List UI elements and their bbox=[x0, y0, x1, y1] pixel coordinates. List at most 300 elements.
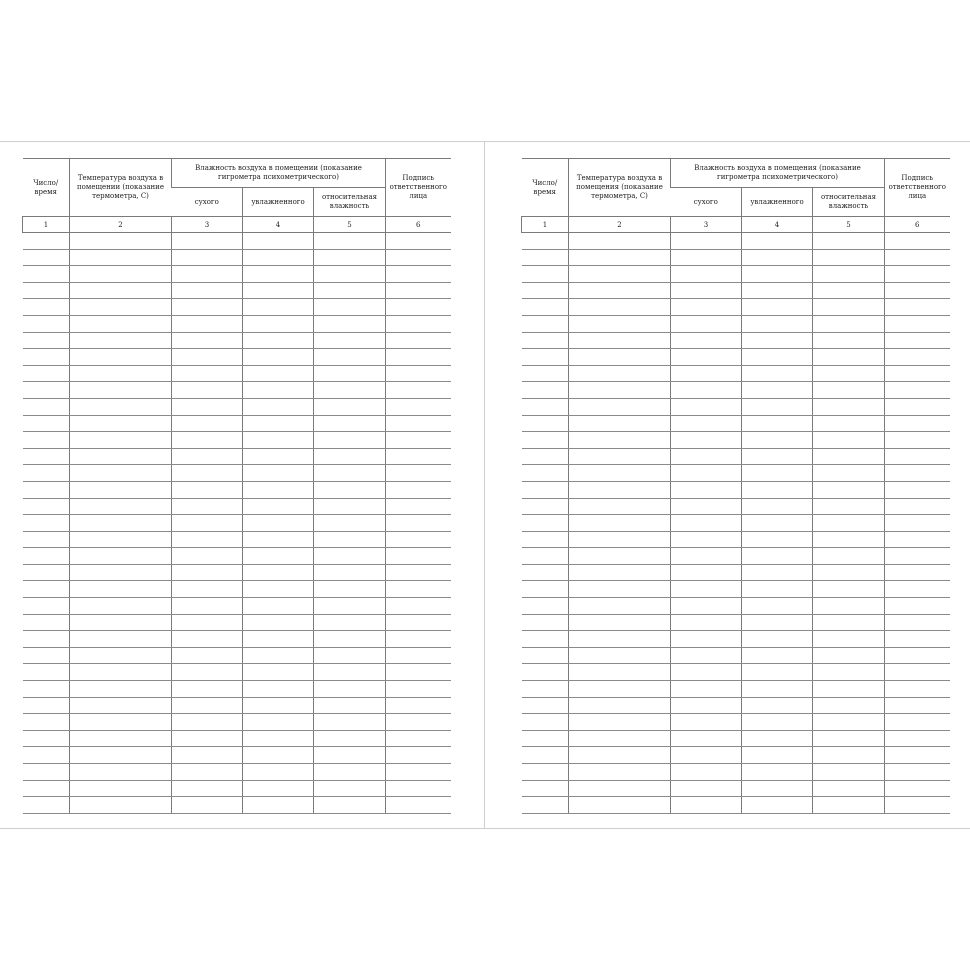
blank-entry-cell bbox=[885, 349, 950, 366]
blank-entry-cell bbox=[813, 614, 885, 631]
blank-entry-cell bbox=[569, 282, 671, 299]
blank-entry-cell bbox=[172, 531, 243, 548]
blank-entry-cell bbox=[742, 481, 813, 498]
blank-entry-cell bbox=[23, 349, 70, 366]
blank-entry-cell bbox=[243, 365, 314, 382]
column-number: 4 bbox=[243, 217, 314, 233]
blank-entry-cell bbox=[742, 548, 813, 565]
blank-entry-cell bbox=[23, 564, 70, 581]
blank-entry-cell bbox=[885, 548, 950, 565]
blank-entry-cell bbox=[386, 299, 451, 316]
blank-entry-cell bbox=[885, 747, 950, 764]
blank-entry-cell bbox=[671, 315, 742, 332]
blank-entry-cell bbox=[671, 249, 742, 266]
blank-entry-cell bbox=[671, 448, 742, 465]
blank-entry-cell bbox=[569, 647, 671, 664]
blank-entry-cell bbox=[172, 747, 243, 764]
blank-entry-cell bbox=[243, 332, 314, 349]
table-row bbox=[522, 631, 950, 648]
table-row bbox=[23, 681, 451, 698]
blank-entry-cell bbox=[671, 747, 742, 764]
blank-entry-cell bbox=[314, 747, 386, 764]
blank-entry-cell bbox=[885, 614, 950, 631]
column-number: 2 bbox=[569, 217, 671, 233]
blank-entry-cell bbox=[569, 664, 671, 681]
blank-entry-cell bbox=[243, 780, 314, 797]
blank-entry-cell bbox=[314, 647, 386, 664]
blank-entry-cell bbox=[742, 415, 813, 432]
header-wet: увлажненного bbox=[742, 188, 813, 217]
blank-entry-cell bbox=[243, 681, 314, 698]
blank-entry-cell bbox=[70, 681, 172, 698]
blank-entry-cell bbox=[522, 531, 569, 548]
blank-entry-cell bbox=[671, 780, 742, 797]
blank-entry-cell bbox=[569, 448, 671, 465]
blank-entry-cell bbox=[742, 448, 813, 465]
blank-entry-cell bbox=[522, 614, 569, 631]
blank-entry-cell bbox=[23, 614, 70, 631]
blank-entry-cell bbox=[813, 415, 885, 432]
blank-entry-cell bbox=[522, 481, 569, 498]
blank-entry-cell bbox=[569, 681, 671, 698]
blank-entry-cell bbox=[813, 647, 885, 664]
blank-entry-cell bbox=[172, 780, 243, 797]
blank-entry-cell bbox=[172, 697, 243, 714]
blank-entry-cell bbox=[386, 664, 451, 681]
table-row bbox=[522, 382, 950, 399]
blank-entry-cell bbox=[522, 233, 569, 250]
blank-entry-cell bbox=[569, 515, 671, 532]
blank-entry-cell bbox=[70, 448, 172, 465]
blank-entry-cell bbox=[742, 730, 813, 747]
table-row bbox=[522, 365, 950, 382]
blank-entry-cell bbox=[569, 233, 671, 250]
blank-entry-cell bbox=[671, 415, 742, 432]
blank-entry-cell bbox=[314, 598, 386, 615]
blank-entry-cell bbox=[314, 365, 386, 382]
blank-entry-cell bbox=[243, 764, 314, 781]
blank-entry-cell bbox=[70, 465, 172, 482]
blank-entry-cell bbox=[885, 780, 950, 797]
blank-entry-cell bbox=[23, 299, 70, 316]
blank-entry-cell bbox=[70, 664, 172, 681]
blank-entry-cell bbox=[23, 681, 70, 698]
blank-entry-cell bbox=[742, 365, 813, 382]
blank-entry-cell bbox=[243, 581, 314, 598]
blank-entry-cell bbox=[671, 299, 742, 316]
blank-entry-cell bbox=[885, 681, 950, 698]
blank-entry-cell bbox=[386, 415, 451, 432]
blank-entry-cell bbox=[23, 481, 70, 498]
blank-entry-cell bbox=[522, 448, 569, 465]
blank-entry-cell bbox=[671, 233, 742, 250]
blank-entry-cell bbox=[386, 249, 451, 266]
blank-entry-cell bbox=[314, 548, 386, 565]
blank-entry-cell bbox=[23, 764, 70, 781]
blank-entry-cell bbox=[885, 730, 950, 747]
header-temperature: Температура воздуха в помещении (показание термометра, С) bbox=[70, 159, 172, 217]
header-date-time: Число/ время bbox=[23, 159, 70, 217]
blank-entry-cell bbox=[885, 515, 950, 532]
blank-entry-cell bbox=[386, 332, 451, 349]
blank-entry-cell bbox=[386, 631, 451, 648]
blank-entry-cell bbox=[23, 797, 70, 814]
blank-entry-cell bbox=[172, 548, 243, 565]
table-row bbox=[23, 249, 451, 266]
blank-entry-cell bbox=[742, 564, 813, 581]
blank-entry-cell bbox=[243, 266, 314, 283]
blank-entry-cell bbox=[243, 697, 314, 714]
blank-entry-cell bbox=[813, 548, 885, 565]
header-signature: Подпись ответственного лица bbox=[885, 159, 950, 217]
blank-entry-cell bbox=[243, 631, 314, 648]
blank-entry-cell bbox=[23, 647, 70, 664]
blank-entry-cell bbox=[386, 282, 451, 299]
blank-entry-cell bbox=[386, 780, 451, 797]
blank-entry-cell bbox=[386, 697, 451, 714]
blank-entry-cell bbox=[569, 531, 671, 548]
table-row bbox=[522, 797, 950, 814]
blank-entry-cell bbox=[386, 266, 451, 283]
table-row bbox=[522, 681, 950, 698]
blank-entry-cell bbox=[522, 349, 569, 366]
blank-entry-cell bbox=[671, 598, 742, 615]
blank-entry-cell bbox=[813, 730, 885, 747]
table-row bbox=[23, 432, 451, 449]
blank-entry-cell bbox=[172, 465, 243, 482]
blank-entry-cell bbox=[671, 481, 742, 498]
blank-entry-cell bbox=[885, 282, 950, 299]
blank-entry-cell bbox=[742, 349, 813, 366]
blank-entry-cell bbox=[314, 432, 386, 449]
table-row bbox=[23, 299, 451, 316]
blank-entry-cell bbox=[386, 515, 451, 532]
table-row bbox=[522, 398, 950, 415]
blank-entry-cell bbox=[742, 614, 813, 631]
blank-entry-cell bbox=[172, 581, 243, 598]
table-row bbox=[522, 581, 950, 598]
blank-entry-cell bbox=[522, 266, 569, 283]
blank-entry-cell bbox=[243, 664, 314, 681]
blank-entry-cell bbox=[23, 631, 70, 648]
blank-entry-cell bbox=[569, 598, 671, 615]
blank-entry-cell bbox=[243, 315, 314, 332]
blank-entry-cell bbox=[569, 548, 671, 565]
blank-entry-cell bbox=[314, 481, 386, 498]
blank-entry-cell bbox=[23, 531, 70, 548]
blank-entry-cell bbox=[742, 797, 813, 814]
blank-entry-cell bbox=[23, 598, 70, 615]
blank-entry-cell bbox=[70, 481, 172, 498]
blank-entry-cell bbox=[813, 481, 885, 498]
blank-entry-cell bbox=[813, 697, 885, 714]
blank-entry-cell bbox=[813, 249, 885, 266]
blank-entry-cell bbox=[386, 797, 451, 814]
blank-entry-cell bbox=[314, 564, 386, 581]
blank-entry-cell bbox=[522, 697, 569, 714]
table-row bbox=[23, 365, 451, 382]
table-row bbox=[522, 531, 950, 548]
blank-entry-cell bbox=[386, 432, 451, 449]
blank-entry-cell bbox=[813, 564, 885, 581]
blank-entry-cell bbox=[314, 498, 386, 515]
blank-entry-cell bbox=[569, 730, 671, 747]
header-relative-humidity: относительная влажность bbox=[813, 188, 885, 217]
table-row bbox=[23, 647, 451, 664]
blank-entry-cell bbox=[243, 730, 314, 747]
blank-entry-cell bbox=[522, 548, 569, 565]
header-wet: увлажненного bbox=[243, 188, 314, 217]
blank-entry-cell bbox=[314, 614, 386, 631]
blank-entry-cell bbox=[742, 780, 813, 797]
blank-entry-cell bbox=[23, 266, 70, 283]
blank-entry-cell bbox=[885, 249, 950, 266]
blank-entry-cell bbox=[671, 714, 742, 731]
blank-entry-cell bbox=[386, 598, 451, 615]
blank-entry-cell bbox=[671, 332, 742, 349]
blank-entry-cell bbox=[813, 747, 885, 764]
blank-entry-cell bbox=[23, 365, 70, 382]
blank-entry-cell bbox=[314, 398, 386, 415]
blank-entry-cell bbox=[314, 249, 386, 266]
blank-entry-cell bbox=[742, 664, 813, 681]
blank-entry-cell bbox=[569, 581, 671, 598]
table-row bbox=[23, 266, 451, 283]
blank-entry-cell bbox=[386, 498, 451, 515]
column-number: 6 bbox=[386, 217, 451, 233]
column-number: 4 bbox=[742, 217, 813, 233]
blank-entry-cell bbox=[522, 780, 569, 797]
table-row bbox=[522, 249, 950, 266]
table-row bbox=[23, 764, 451, 781]
blank-entry-cell bbox=[522, 664, 569, 681]
blank-entry-cell bbox=[813, 681, 885, 698]
blank-entry-cell bbox=[522, 747, 569, 764]
blank-entry-cell bbox=[386, 581, 451, 598]
blank-entry-cell bbox=[742, 315, 813, 332]
blank-entry-cell bbox=[522, 730, 569, 747]
blank-entry-cell bbox=[885, 448, 950, 465]
blank-entry-cell bbox=[23, 581, 70, 598]
blank-entry-cell bbox=[314, 714, 386, 731]
blank-entry-cell bbox=[569, 764, 671, 781]
blank-entry-cell bbox=[23, 465, 70, 482]
blank-entry-cell bbox=[243, 647, 314, 664]
table-row bbox=[522, 415, 950, 432]
blank-entry-cell bbox=[522, 797, 569, 814]
blank-entry-cell bbox=[813, 797, 885, 814]
blank-entry-cell bbox=[23, 249, 70, 266]
blank-entry-cell bbox=[569, 465, 671, 482]
table-row bbox=[23, 747, 451, 764]
blank-entry-cell bbox=[386, 614, 451, 631]
blank-entry-cell bbox=[70, 614, 172, 631]
blank-entry-cell bbox=[386, 398, 451, 415]
table-row bbox=[23, 315, 451, 332]
blank-entry-cell bbox=[569, 398, 671, 415]
blank-entry-cell bbox=[885, 315, 950, 332]
blank-entry-cell bbox=[522, 382, 569, 399]
blank-entry-cell bbox=[569, 481, 671, 498]
table-row bbox=[522, 498, 950, 515]
blank-entry-cell bbox=[885, 481, 950, 498]
blank-entry-cell bbox=[172, 249, 243, 266]
blank-entry-cell bbox=[23, 747, 70, 764]
blank-entry-cell bbox=[569, 498, 671, 515]
left-log-rows bbox=[23, 233, 451, 814]
header-signature: Подпись ответственного лица bbox=[386, 159, 451, 217]
blank-entry-cell bbox=[885, 365, 950, 382]
blank-entry-cell bbox=[23, 548, 70, 565]
table-row bbox=[23, 598, 451, 615]
blank-entry-cell bbox=[671, 515, 742, 532]
table-row bbox=[522, 780, 950, 797]
table-row bbox=[522, 664, 950, 681]
table-row bbox=[522, 315, 950, 332]
table-row bbox=[23, 780, 451, 797]
table-row bbox=[23, 730, 451, 747]
blank-entry-cell bbox=[23, 697, 70, 714]
table-row bbox=[23, 382, 451, 399]
blank-entry-cell bbox=[671, 432, 742, 449]
blank-entry-cell bbox=[742, 598, 813, 615]
blank-entry-cell bbox=[70, 233, 172, 250]
blank-entry-cell bbox=[522, 465, 569, 482]
blank-entry-cell bbox=[386, 764, 451, 781]
blank-entry-cell bbox=[885, 697, 950, 714]
column-number: 5 bbox=[813, 217, 885, 233]
blank-entry-cell bbox=[885, 299, 950, 316]
blank-entry-cell bbox=[70, 797, 172, 814]
blank-entry-cell bbox=[742, 631, 813, 648]
blank-entry-cell bbox=[243, 515, 314, 532]
table-row bbox=[23, 664, 451, 681]
blank-entry-cell bbox=[386, 730, 451, 747]
table-row bbox=[522, 448, 950, 465]
blank-entry-cell bbox=[671, 681, 742, 698]
blank-entry-cell bbox=[885, 714, 950, 731]
blank-entry-cell bbox=[569, 315, 671, 332]
blank-entry-cell bbox=[314, 515, 386, 532]
blank-entry-cell bbox=[569, 266, 671, 283]
blank-entry-cell bbox=[172, 614, 243, 631]
blank-entry-cell bbox=[386, 349, 451, 366]
blank-entry-cell bbox=[522, 299, 569, 316]
blank-entry-cell bbox=[569, 631, 671, 648]
blank-entry-cell bbox=[813, 531, 885, 548]
blank-entry-cell bbox=[243, 415, 314, 432]
blank-entry-cell bbox=[671, 548, 742, 565]
blank-entry-cell bbox=[23, 730, 70, 747]
blank-entry-cell bbox=[671, 349, 742, 366]
blank-entry-cell bbox=[23, 448, 70, 465]
blank-entry-cell bbox=[243, 349, 314, 366]
blank-entry-cell bbox=[172, 664, 243, 681]
blank-entry-cell bbox=[314, 282, 386, 299]
blank-entry-cell bbox=[522, 498, 569, 515]
blank-entry-cell bbox=[70, 531, 172, 548]
blank-entry-cell bbox=[813, 332, 885, 349]
blank-entry-cell bbox=[742, 747, 813, 764]
table-row bbox=[23, 797, 451, 814]
table-row bbox=[23, 282, 451, 299]
blank-entry-cell bbox=[569, 365, 671, 382]
table-row bbox=[522, 282, 950, 299]
blank-entry-cell bbox=[813, 598, 885, 615]
table-row bbox=[522, 764, 950, 781]
blank-entry-cell bbox=[172, 233, 243, 250]
blank-entry-cell bbox=[386, 481, 451, 498]
table-row bbox=[23, 349, 451, 366]
blank-entry-cell bbox=[70, 365, 172, 382]
blank-entry-cell bbox=[172, 564, 243, 581]
table-row bbox=[23, 581, 451, 598]
table-row bbox=[522, 515, 950, 532]
blank-entry-cell bbox=[70, 349, 172, 366]
blank-entry-cell bbox=[742, 714, 813, 731]
blank-entry-cell bbox=[70, 299, 172, 316]
blank-entry-cell bbox=[522, 315, 569, 332]
blank-entry-cell bbox=[172, 448, 243, 465]
blank-entry-cell bbox=[671, 631, 742, 648]
blank-entry-cell bbox=[671, 498, 742, 515]
blank-entry-cell bbox=[70, 647, 172, 664]
blank-entry-cell bbox=[172, 764, 243, 781]
header-dry: сухого bbox=[671, 188, 742, 217]
blank-entry-cell bbox=[172, 282, 243, 299]
blank-entry-cell bbox=[70, 714, 172, 731]
blank-entry-cell bbox=[172, 398, 243, 415]
blank-entry-cell bbox=[522, 249, 569, 266]
table-row bbox=[23, 498, 451, 515]
table-row bbox=[23, 448, 451, 465]
blank-entry-cell bbox=[885, 598, 950, 615]
blank-entry-cell bbox=[314, 797, 386, 814]
blank-entry-cell bbox=[70, 332, 172, 349]
column-number: 5 bbox=[314, 217, 386, 233]
blank-entry-cell bbox=[243, 531, 314, 548]
blank-entry-cell bbox=[885, 564, 950, 581]
table-row bbox=[23, 564, 451, 581]
table-row bbox=[23, 614, 451, 631]
blank-entry-cell bbox=[172, 432, 243, 449]
table-row bbox=[23, 415, 451, 432]
table-row bbox=[23, 465, 451, 482]
blank-entry-cell bbox=[314, 631, 386, 648]
table-row bbox=[522, 647, 950, 664]
blank-entry-cell bbox=[885, 797, 950, 814]
blank-entry-cell bbox=[522, 714, 569, 731]
right-log-rows bbox=[522, 233, 950, 814]
blank-entry-cell bbox=[569, 432, 671, 449]
table-row bbox=[522, 349, 950, 366]
blank-entry-cell bbox=[671, 647, 742, 664]
blank-entry-cell bbox=[243, 598, 314, 615]
blank-entry-cell bbox=[569, 349, 671, 366]
blank-entry-cell bbox=[243, 432, 314, 449]
blank-entry-cell bbox=[172, 647, 243, 664]
table-row bbox=[522, 697, 950, 714]
blank-entry-cell bbox=[813, 365, 885, 382]
blank-entry-cell bbox=[172, 365, 243, 382]
column-number: 3 bbox=[172, 217, 243, 233]
blank-entry-cell bbox=[70, 266, 172, 283]
blank-entry-cell bbox=[23, 714, 70, 731]
table-row bbox=[23, 531, 451, 548]
blank-entry-cell bbox=[23, 398, 70, 415]
blank-entry-cell bbox=[243, 614, 314, 631]
column-number: 2 bbox=[70, 217, 172, 233]
